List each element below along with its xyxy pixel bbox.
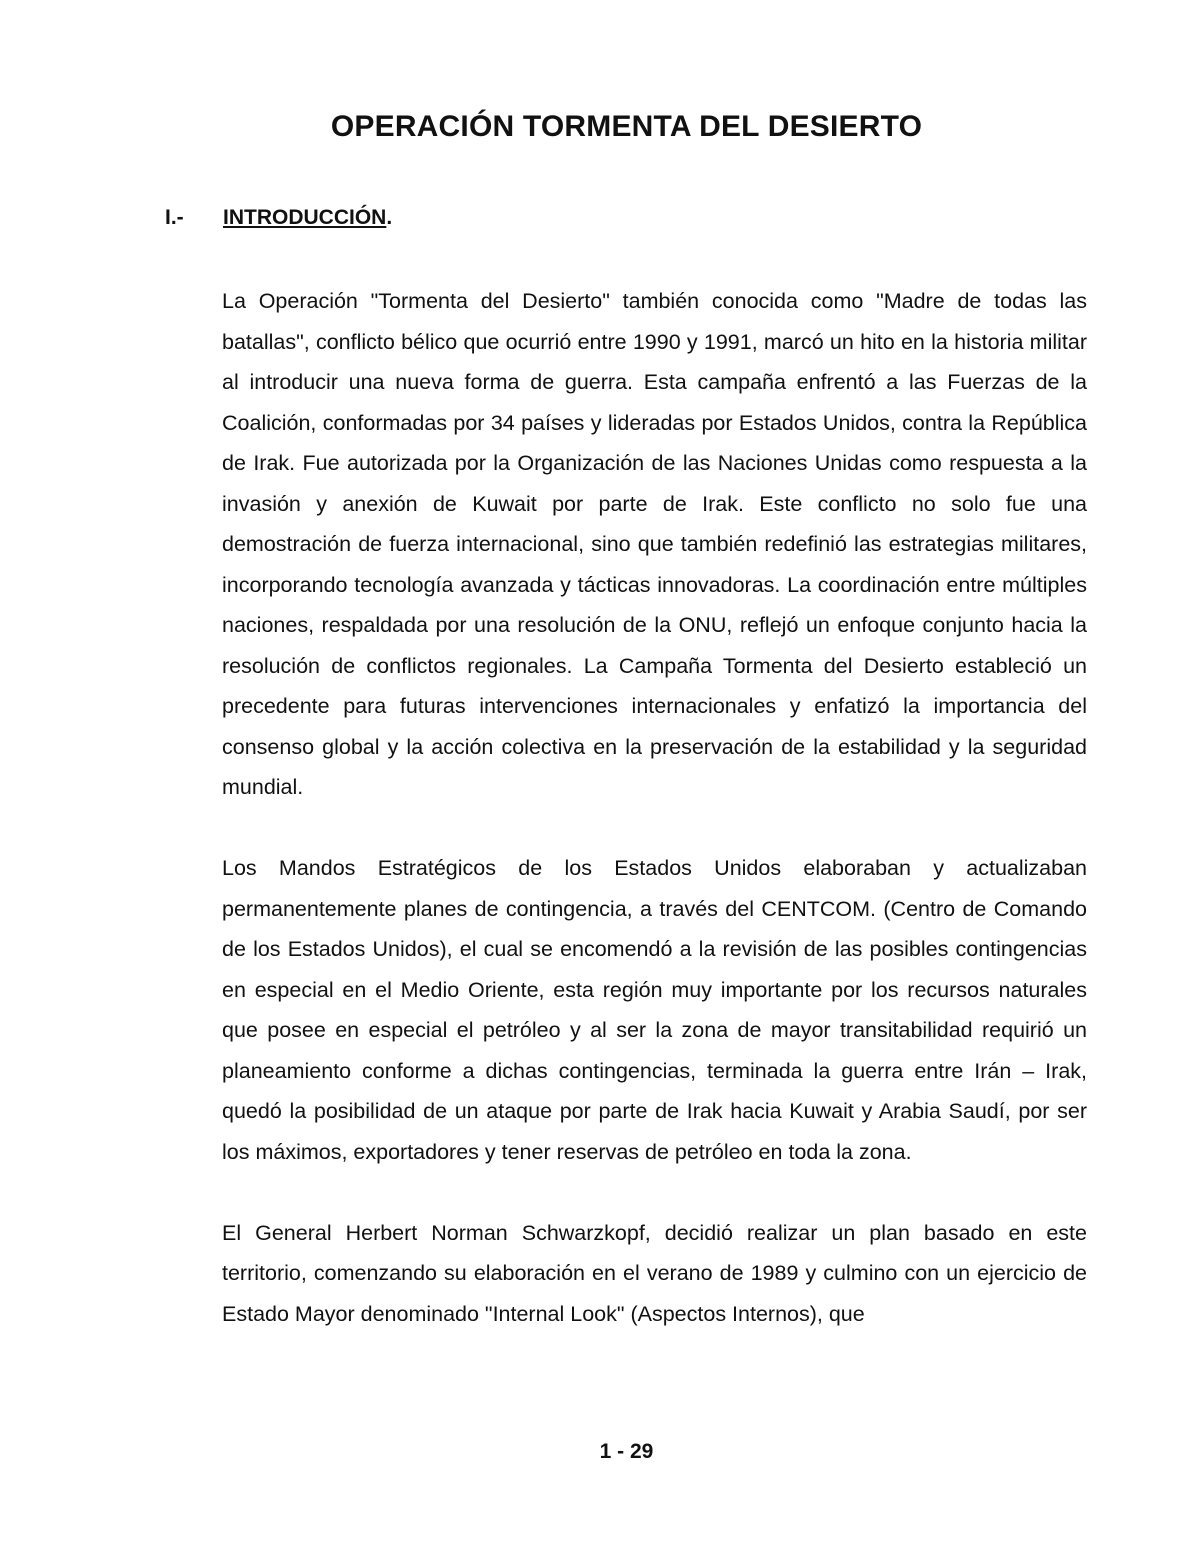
paragraph-2: Los Mandos Estratégicos de los Estados Unidos elaboraban y actualizaban permanentemente planes de contingencia, a través del CENTCOM. (Centro de Comando de los Estados Unidos), el cual se encomendó a la revisión de las posibles contingencias en especial en el Medio Oriente, esta región muy importante por los recursos naturales que posee en especial el petróleo y al ser la zona de mayor transitabilidad requirió un planeamiento conforme a dichas contingencias, terminada la guerra entre Irán – Irak, quedó la posibilidad de un ataque por parte de Irak hacia Kuwait y Arabia Saudí, por ser los máximos, exportadores y tener reservas de petróleo en toda la zona. [222, 856, 1087, 1164]
section-number: I.- [165, 206, 184, 229]
document-body [222, 281, 1087, 1375]
section-heading-text: INTRODUCCIÓN [223, 206, 387, 229]
page-number: 1 - 29 [599, 1440, 654, 1463]
section-heading-suffix: . [386, 206, 393, 229]
paragraph-1: La Operación "Tormenta del Desierto" también conocida como "Madre de todas las batallas", conflicto bélico que ocurrió entre 1990 y 1991, marcó un hito en la historia militar al introducir una nueva forma de guerra. Esta campaña enfrentó a las Fuerzas de la Coalición, conformadas por 34 países y lideradas por Estados Unidos, contra la República de Irak. Fue autorizada por la Organización de las Naciones Unidas como respuesta a la invasión y anexión de Kuwait por parte de Irak. Este conflicto no solo fue una demostración de fuerza internacional, sino que también redefinió las estrategias militares, incorporando tecnología avanzada y tácticas innovadoras. La coordinación entre múltiples naciones, respaldada por una resolución de la ONU, reflejó un enfoque conjunto hacia la resolución de conflictos regionales. La Campaña Tormenta del Desierto estableció un precedente para futuras intervenciones internacionales y enfatizó la importancia del consenso global y la acción colectiva en la preservación de la estabilidad y la seguridad mundial. [222, 289, 1087, 799]
section-heading-wrapper [223, 206, 392, 230]
document-title: OPERACIÓN TORMENTA DEL DESIERTO [330, 110, 923, 143]
section-heading [165, 206, 392, 230]
paragraph-3: El General Herbert Norman Schwarzkopf, decidió realizar un plan basado en este territorio, comenzando su elaboración en el verano de 1989 y culmino con un ejercicio de Estado Mayor denominado "Internal Look" (Aspectos Internos), que [222, 1220, 1087, 1326]
